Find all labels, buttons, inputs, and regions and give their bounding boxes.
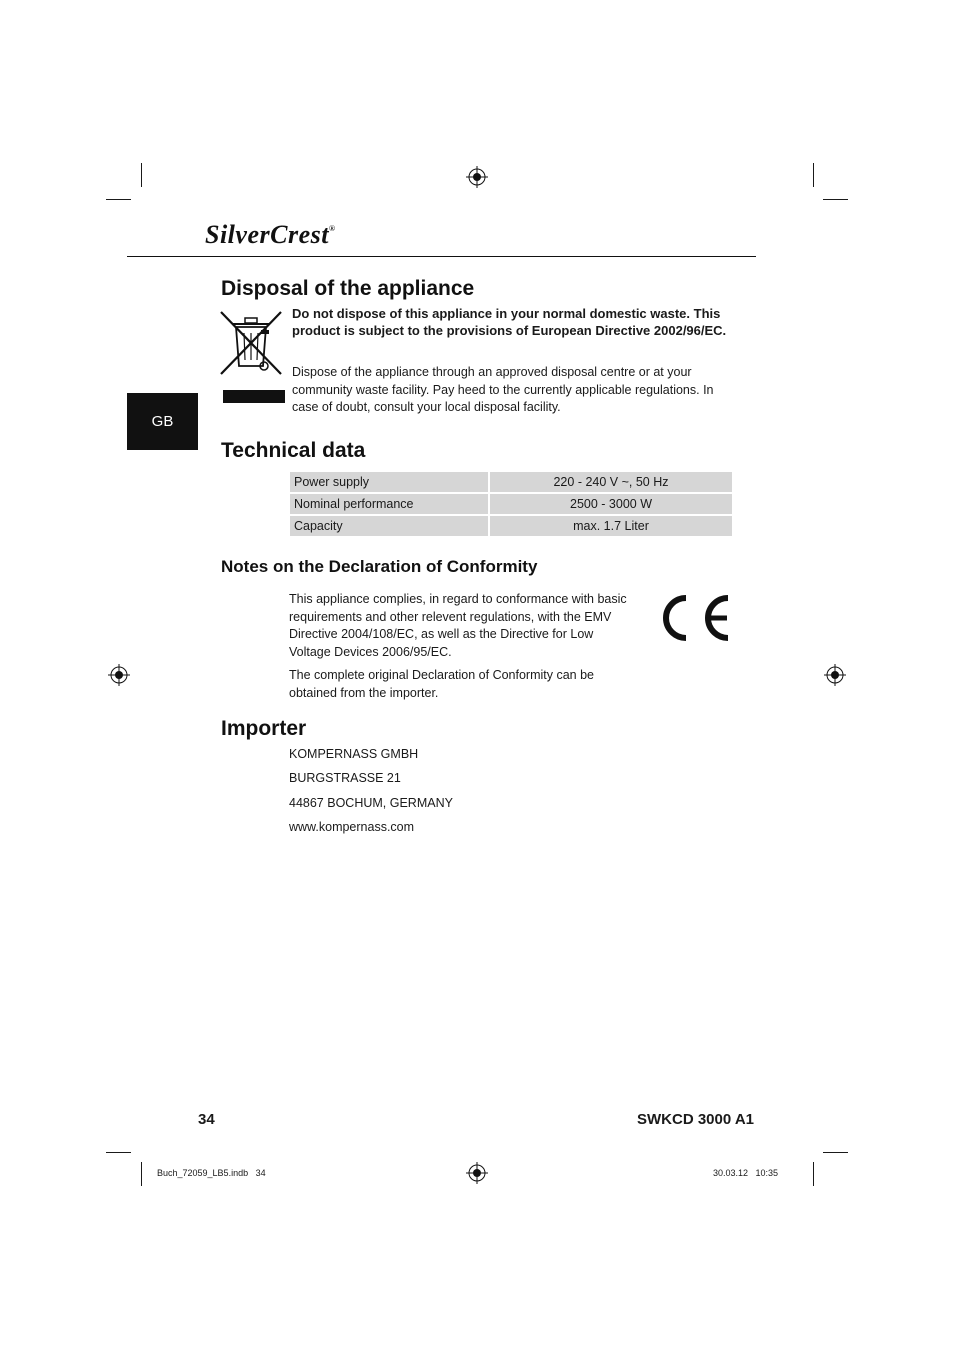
crop-mark (823, 1152, 848, 1153)
language-tab: GB (127, 393, 198, 450)
importer-city: 44867 BOCHUM, GERMANY (289, 796, 453, 810)
crop-mark (813, 163, 814, 187)
table-cell-label: Power supply (290, 472, 488, 492)
table-cell-value: 2500 - 3000 W (490, 494, 732, 514)
table-cell-label: Nominal performance (290, 494, 488, 514)
conformity-text: This appliance complies, in regard to conformance with basic requirements and other relevent regulations, with the EMV Directive 2004/108/EC, as well as the Directive for Low Voltage Devices 2006/95/EC. (289, 592, 627, 659)
registration-mark-icon (824, 664, 846, 686)
trademark-symbol: ® (328, 224, 336, 233)
importer-company: KOMPERNASS GMBH (289, 747, 419, 761)
header-rule (127, 256, 756, 257)
table-cell-value: max. 1.7 Liter (490, 516, 732, 536)
registration-mark-icon (466, 1162, 488, 1184)
crossed-out-wheelie-bin-icon (217, 308, 285, 404)
crop-mark (823, 199, 848, 200)
crop-mark (141, 1162, 142, 1186)
print-file-info: Buch_72059_LB5.indb 34 (157, 1168, 266, 1178)
technical-table (288, 470, 734, 538)
brand-name: SilverCrest (205, 220, 329, 249)
conformity-text-2: The complete original Declaration of Conformity can be obtained from the importer. (289, 668, 595, 700)
disposal-heading: Disposal of the appliance (221, 277, 475, 300)
ce-mark-label: CE (655, 592, 657, 593)
disposal-text: Dispose of the appliance through an approved disposal centre or at your community waste facility. Pay heed to the currently applicable regulations. In case of doubt, consult your local disposal facility. (292, 365, 714, 414)
crop-mark (141, 163, 142, 187)
importer-heading: Importer (221, 717, 307, 740)
print-date-info: 30.03.12 10:35 (712, 1168, 778, 1178)
ce-mark-icon (655, 592, 733, 644)
registration-mark-icon (466, 166, 488, 188)
registration-mark-icon (108, 664, 130, 686)
page-number: 34 (198, 1111, 215, 1128)
table-cell-label: Capacity (290, 516, 488, 536)
model-number: SWKCD 3000 A1 (637, 1111, 754, 1128)
crop-mark (813, 1162, 814, 1186)
brand-logo (205, 220, 335, 250)
table-row (290, 494, 732, 514)
technical-heading: Technical data (221, 439, 366, 462)
conformity-heading: Notes on the Declaration of Conformity (221, 557, 538, 576)
table-row (290, 516, 732, 536)
crop-mark (106, 1152, 131, 1153)
disposal-warning: Do not dispose of this appliance in your normal domestic waste. This product is subject to the provisions of European Directive 2002/96/EC. (292, 306, 727, 338)
importer-website-link[interactable]: www.kompernass.com (289, 820, 415, 834)
crop-mark (106, 199, 131, 200)
table-row (290, 472, 732, 492)
table-cell-value: 220 - 240 V ~, 50 Hz (490, 472, 732, 492)
importer-street: BURGSTRASSE 21 (289, 771, 401, 785)
